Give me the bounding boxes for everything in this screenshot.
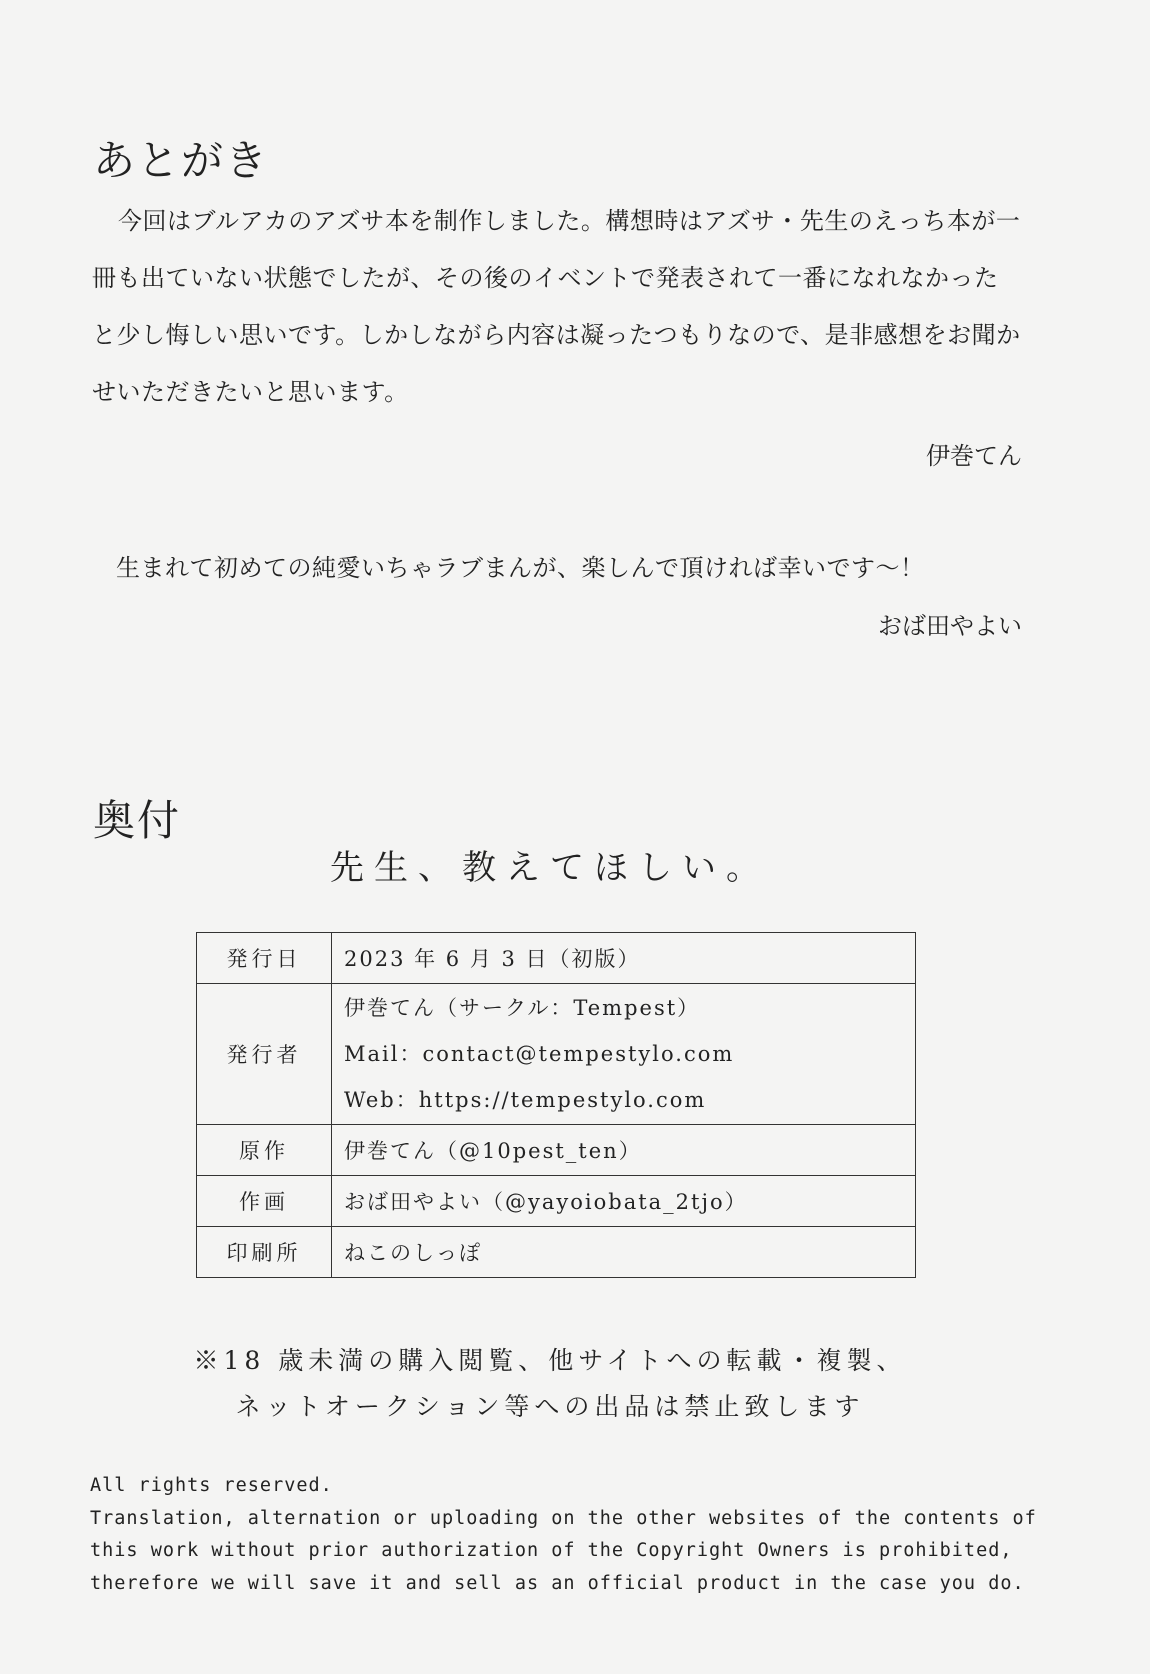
rights-notice [90, 1470, 1037, 1600]
notice-line-2: ネットオークション等への出品は禁止致します [235, 1392, 865, 1421]
row-label-original: 原作 [197, 1125, 332, 1176]
table-row [197, 1125, 916, 1176]
table-row [197, 1176, 916, 1227]
publisher-name: 伊巻てん（サークル：Tempest） [344, 996, 701, 1020]
row-value-original: 伊巻てん（@10pest_ten） [332, 1125, 916, 1176]
age-restriction-notice [0, 1338, 1100, 1430]
row-value-printer: ねこのしっぽ [332, 1227, 916, 1278]
signature-artist: おば田やよい [878, 612, 1022, 640]
table-row [197, 933, 916, 984]
signature-author: 伊巻てん [926, 442, 1022, 470]
row-label-printer: 印刷所 [197, 1227, 332, 1278]
afterword-paragraph: 今回はブルアカのアズサ本を制作しました。構想時はアズサ・先生のえっち本が一冊も出ていない状態でしたが、その後のイベントで発表されて一番になれなかったと少し悔しい思いです。しかしながら内容は凝ったつもりなので、是非感想をお聞かせいただきたいと思います。 [92, 207, 1021, 406]
rights-line-3: this work without prior authorization of the Copyright Owners is prohibited, [90, 1540, 1013, 1561]
publisher-mail: Mail：contact@tempestylo.com [344, 1042, 735, 1066]
row-label-publisher: 発行者 [197, 984, 332, 1125]
publisher-web: Web：https://tempestylo.com [344, 1088, 707, 1112]
row-value-publish-date: 2023 年 6 月 3 日（初版） [332, 933, 916, 984]
row-value-publisher [332, 984, 916, 1125]
book-title: 先生、教えてほしい。 [330, 848, 770, 888]
row-value-art: おば田やよい（@yayoiobata_2tjo） [332, 1176, 916, 1227]
afterword-heading: あとがき [93, 136, 270, 185]
rights-line-4: therefore we will save it and sell as an official product in the case you do. [90, 1572, 1025, 1594]
rights-line-1: All rights reserved. [90, 1475, 333, 1496]
colophon-table [196, 932, 916, 1278]
row-label-art: 作画 [197, 1176, 332, 1227]
row-label-publish-date: 発行日 [197, 933, 332, 984]
notice-line-1: ※18 歳未満の購入閲覧、他サイトへの転載・複製、 [193, 1346, 907, 1375]
table-row [197, 1227, 916, 1278]
rights-line-2: Translation, alternation or uploading on the other websites of the contents of [90, 1507, 1037, 1529]
artist-message: 生まれて初めての純愛いちゃラブまんが、楽しんで頂ければ幸いです～！ [116, 554, 925, 582]
colophon-heading: 奥付 [93, 796, 182, 845]
table-row [197, 984, 916, 1125]
